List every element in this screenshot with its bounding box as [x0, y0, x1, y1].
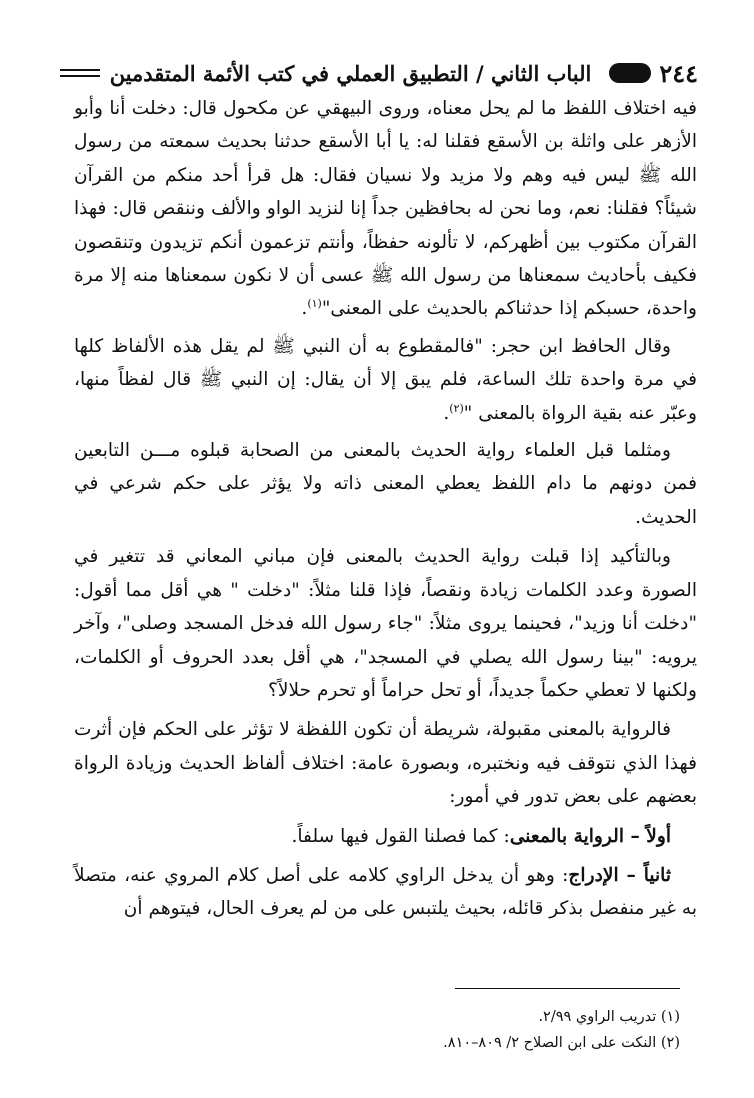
paragraph-7: [74, 859, 697, 926]
paragraph-1-tail: .: [301, 298, 308, 320]
paragraph-3: [74, 434, 697, 534]
footnote-separator: [455, 988, 680, 989]
page-number: ٢٤٤: [659, 58, 698, 88]
footnote-1: (١) تدريب الراوي ٢/٩٩.: [538, 1009, 680, 1025]
main-text: [74, 92, 697, 932]
item-2-heading: ثانياً – الإدراج: [568, 864, 672, 886]
item-1-heading: أولاً – الرواية بالمعنى: [509, 825, 671, 847]
page-header: [62, 52, 698, 94]
paragraph-2-text: وقال الحافظ ابن حجر: "فالمقطوع به أن النبي ﷺ لم يقل هذه الألفاظ كلها في مرة واحدة تلك الساعة، فلم يبق إلا أن يقال: إن النبي ﷺ قال لفظاً منها، وعبّر عنه بقية الرواة بالمعنى ": [74, 335, 697, 424]
paragraph-2-tail: .: [443, 402, 450, 424]
header-ornament-pill: [609, 63, 651, 83]
item-1-text: : كما فصلنا القول فيها سلفاً.: [291, 825, 510, 847]
footnote-ref-1: (١): [307, 297, 322, 311]
footnote-ref-2: (٢): [449, 401, 464, 415]
paragraph-6: [74, 820, 697, 853]
footnotes: [280, 1004, 680, 1056]
paragraph-4-text: وبالتأكيد إذا قبلت رواية الحديث بالمعنى فإن مباني المعاني قد تتغير في الصورة وعدد الكلمات زيادة ونقصاً، فإذا قلنا مثلاً: "دخلت " هي أقل مما أقول: "دخلت أنا وزيد"، فحينما يروى مثلاً: "جاء رسول الله فدخل المسجد وصلى"، وآخر يرويه: "بينا رسول الله يصلي في المسجد"، هي أقل بعدد الحروف أو الكلمات، ولكنها لا تعطي حكماً جديداً، أو تحل حراماً أو تحرم حلالاً؟: [74, 546, 697, 701]
paragraph-3-text: ومثلما قبل العلماء رواية الحديث بالمعنى من الصحابة قبلوه مـــن التابعين فمن دونهم ما دام اللفظ يعطي المعنى ذاته ولا يؤثر على حكم شرعي في الحديث.: [74, 440, 697, 528]
header-double-rule: [60, 69, 100, 77]
paragraph-1: [74, 92, 697, 326]
paragraph-1-text: فيه اختلاف اللفظ ما لم يحل معناه، وروى البيهقي عن مكحول قال: دخلت أنا وأبو الأزهر على واثلة بن الأسقع فقلنا له: يا أبا الأسقع حدثنا بحديث سمعته من رسول الله ﷺ ليس فيه وهم ولا مزيد ولا نسيان فقال: هل قرأ أحد منكم من القرآن شيئاً؟ فقلنا: نعم، وما نحن له بحافظين جداً إنا لنزيد الواو والألف وننقص قال: فهذا القرآن مكتوب بين أظهركم، لا تألونه حفظاً، وأنتم تزعمون أنكم تزيدون وتنقصون فكيف بأحاديث سمعناها من رسول الله ﷺ عسى أن لا نكون سمعناها منه إلا مرة واحدة، حسبكم إذا حدثناكم بالحديث على المعنى": [74, 98, 697, 320]
paragraph-2: [74, 330, 697, 430]
running-title: الباب الثاني / التطبيق العملي في كتب الأئمة المتقدمين: [109, 60, 592, 86]
item-2-text: : وهو أن يدخل الراوي كلامه على أصل كلام المروي عنه، متصلاً به غير منفصل بذكر قائله، بحيث يلتبس على من لم يعرف الحال، فيتوهم أن: [74, 864, 697, 920]
paragraph-5: [74, 713, 697, 813]
paragraph-4: [74, 540, 697, 707]
footnote-2: (٢) النكت على ابن الصلاح ٢/ ٨٠٩–٨١٠.: [443, 1035, 680, 1051]
paragraph-5-text: فالرواية بالمعنى مقبولة، شريطة أن تكون اللفظة لا تؤثر على الحكم فإن أثرت فهذا الذي نتوقف فيه ونختبره، وبصورة عامة: اختلاف ألفاظ الحديث وزيادة الرواة بعضهم على بعض تدور في أمور:: [74, 719, 697, 808]
